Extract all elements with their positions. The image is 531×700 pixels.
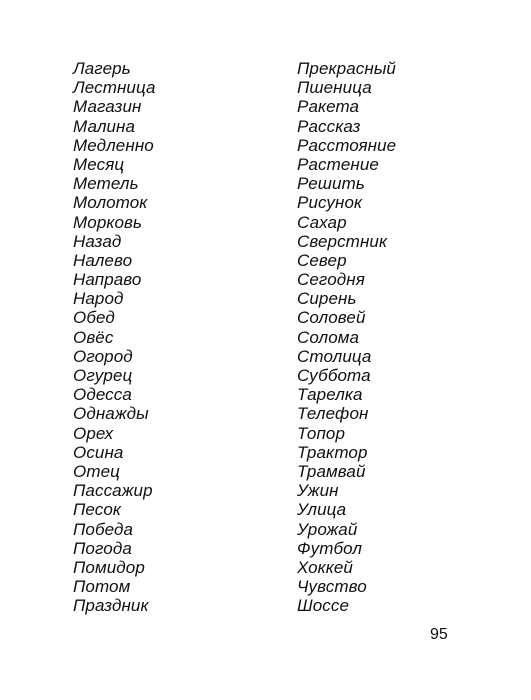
list-item: Огород [73,346,133,366]
list-item: Чувство [297,577,367,597]
word-column-left [73,59,156,615]
list-item: Метель [73,174,139,194]
list-item: Потом [73,577,131,597]
list-item: Прекрасный [297,59,396,78]
list-item: Лагерь [73,59,131,78]
list-item: Улица [297,500,347,520]
list-item: Песок [73,500,122,520]
list-item: Одесса [73,385,132,405]
list-item: Урожай [297,519,358,539]
list-item: Сирень [297,289,357,309]
list-item: Телефон [297,404,369,424]
list-item: Сверстник [297,231,388,251]
list-item: Растение [297,154,379,174]
list-item: Налево [73,250,133,270]
list-item: Отец [73,461,120,481]
word-column-right [297,59,396,615]
list-item: Магазин [73,97,142,117]
list-item: Малина [73,116,136,136]
list-item: Суббота [297,366,371,385]
list-item: Тарелка [297,385,363,405]
list-item: Народ [73,289,124,309]
list-item: Пшеница [297,78,372,98]
list-item: Овёс [73,327,114,347]
list-item: Морковь [73,212,143,232]
list-item: Расстояние [297,135,397,155]
list-item: Трамвай [297,461,366,481]
list-item: Ракета [297,97,360,117]
list-item: Осина [73,442,124,462]
list-item: Месяц [73,154,125,174]
list-item: Сегодня [297,270,365,290]
list-item: Ужин [297,481,339,501]
list-item: Хоккей [297,557,353,577]
page-number: 95 [430,626,448,643]
list-item: Решить [297,174,365,194]
list-item: Сахар [297,212,347,232]
list-item: Столица [297,346,372,366]
list-item: Погода [73,538,132,558]
list-item: Футбол [297,538,363,558]
list-item: Трактор [297,442,368,462]
list-item: Огурец [73,366,133,385]
list-item: Топор [297,423,346,443]
list-item: Орех [73,423,114,443]
list-item: Север [297,250,347,270]
list-item: Рисунок [297,193,363,213]
list-item: Лестница [73,78,156,98]
list-item: Направо [73,270,142,290]
list-item: Солома [297,327,360,347]
list-item: Соловей [297,308,366,328]
list-item: Рассказ [297,116,361,136]
list-item: Победа [73,519,134,539]
list-item: Помидор [73,557,145,577]
list-item: Однажды [73,404,149,424]
list-item: Назад [73,231,122,251]
list-item: Праздник [73,596,149,616]
list-item: Молоток [73,193,148,213]
list-item: Медленно [73,135,154,155]
list-item: Пассажир [73,481,153,501]
list-item: Шоссе [297,596,350,616]
list-item: Обед [73,308,115,328]
